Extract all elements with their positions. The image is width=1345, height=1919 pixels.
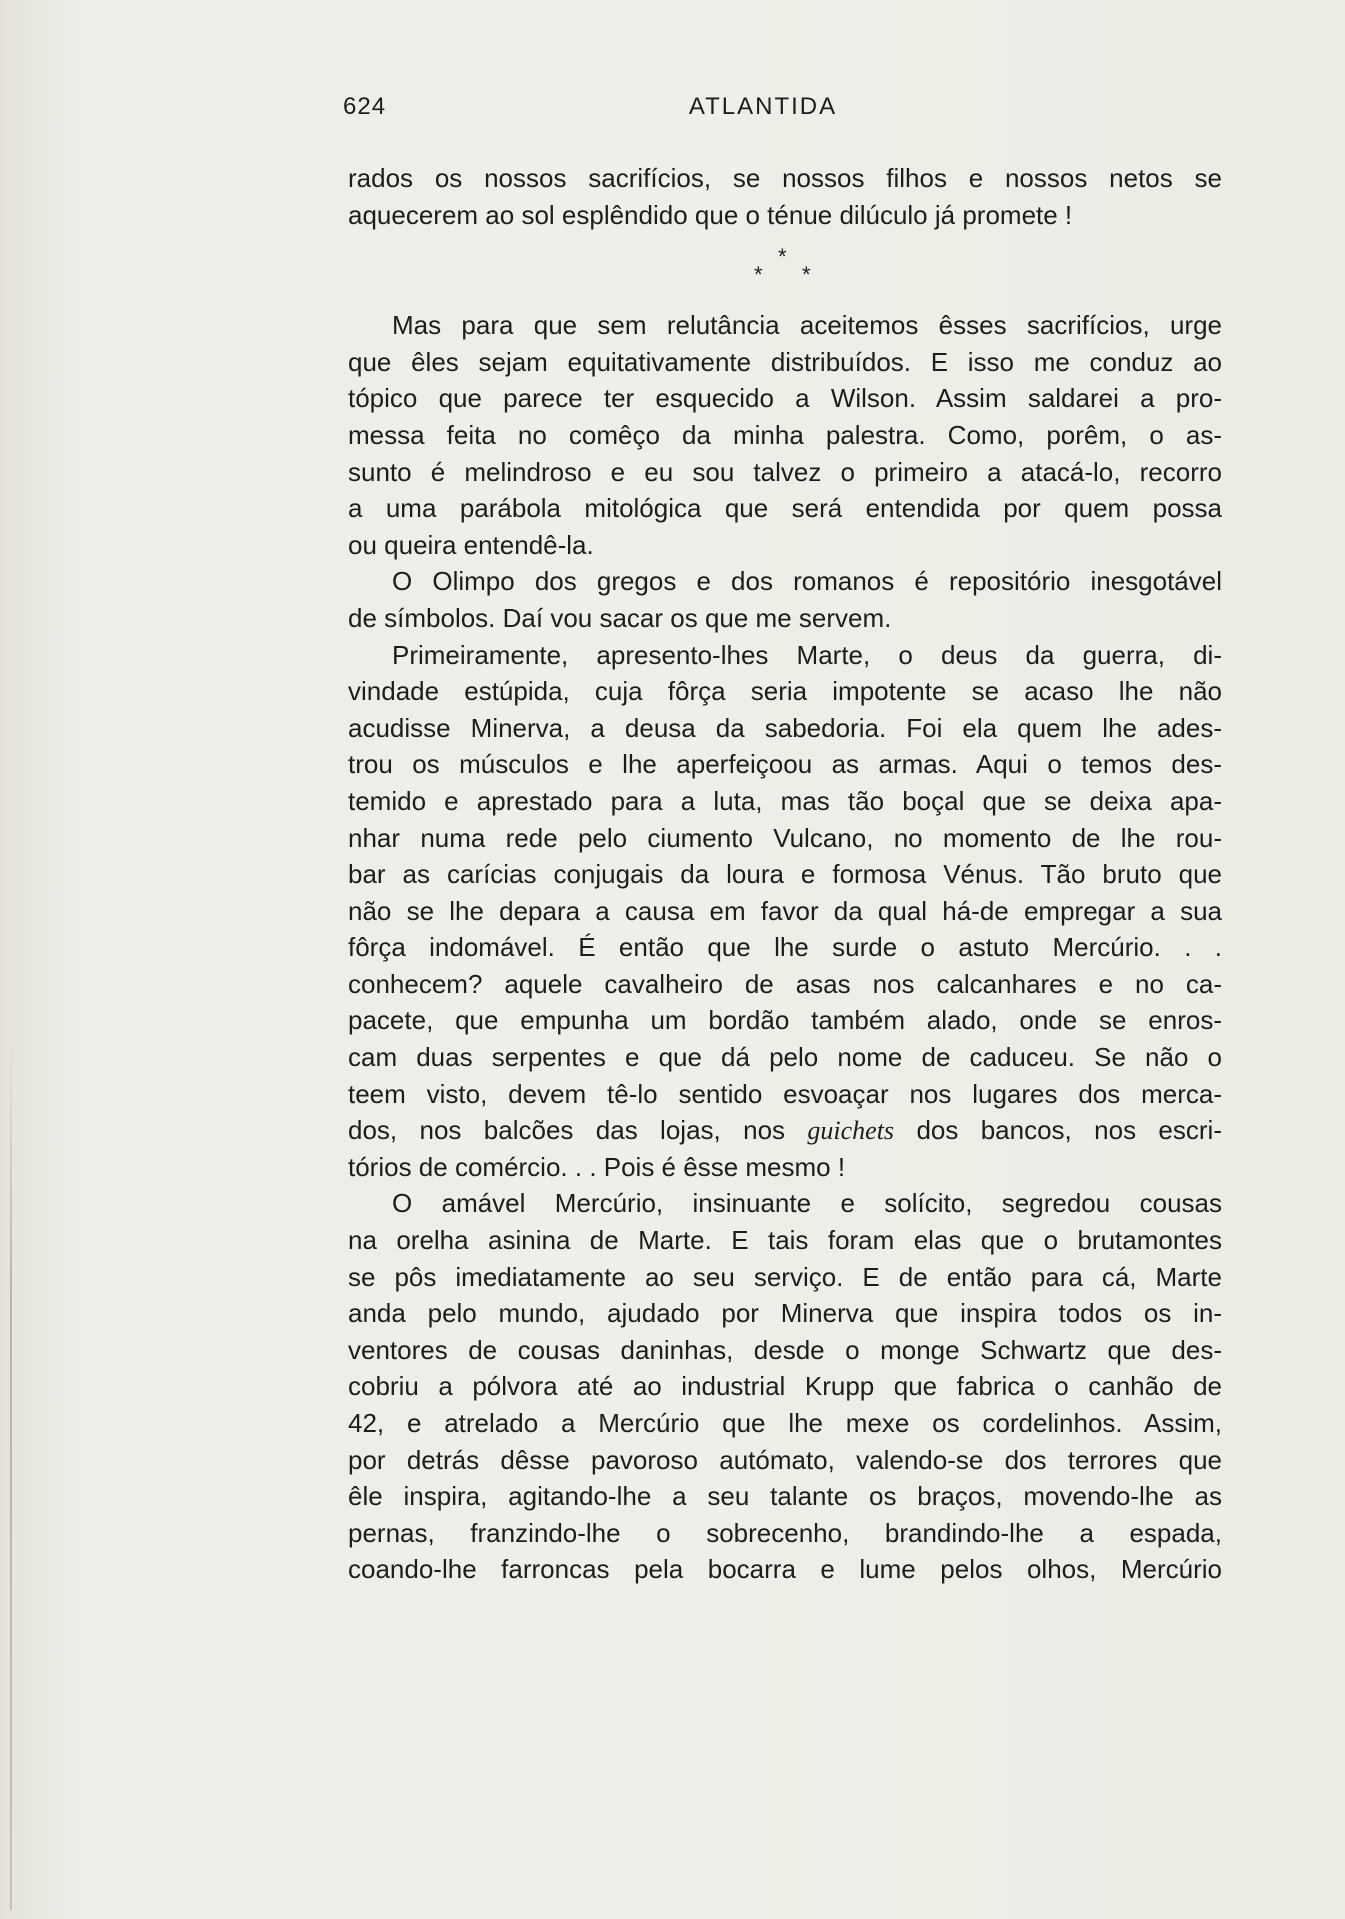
running-title: ATLANTIDA [688, 93, 838, 120]
text-line: acudisse Minerva, a deusa da sabedoria. Foi ela quem lhe ades- [348, 712, 1222, 743]
text-line: tórios de comércio. . . Pois é êsse mesmo ! [348, 1151, 846, 1182]
text-line: ventores de cousas daninhas, desde o monge Schwartz que des- [348, 1334, 1222, 1365]
text-line: ou queira entendê-la. [348, 529, 594, 560]
text-line: por detrás dêsse pavoroso autómato, valendo-se dos terrores que [348, 1444, 1222, 1475]
text-line: cobriu a pólvora até ao industrial Krupp que fabrica o canhão de [348, 1371, 1222, 1402]
asterisk: * [778, 244, 787, 270]
text-line: vindade estúpida, cuja fôrça seria impotente se acaso lhe não [348, 676, 1222, 707]
page-edge-shadow [10, 1040, 12, 1910]
text-line: conhecem? aquele cavalheiro de asas nos calcanhares e no ca- [348, 968, 1222, 999]
page-header [343, 93, 1223, 127]
text-line: temido e aprestado para a luta, mas tão boçal que se deixa apa- [348, 785, 1222, 816]
text-line: 42, e atrelado a Mercúrio que lhe mexe os cordelinhos. Assim, [348, 1408, 1222, 1438]
text-line-with-italic [348, 1112, 1222, 1149]
text-line: tópico que parece ter esquecido a Wilson. Assim saldarei a pro- [348, 383, 1222, 414]
text-line: O amável Mercúrio, insinuante e solícito, segredou cousas [392, 1188, 1222, 1219]
text-line: pacete, que empunha um bordão também alado, onde se enros- [348, 1005, 1222, 1036]
text-line: anda pelo mundo, ajudado por Minerva que inspira todos os in- [348, 1298, 1222, 1329]
body-text [348, 160, 1222, 1588]
text-line: coando-lhe farroncas pela bocarra e lume pelos olhos, Mercúrio [348, 1554, 1222, 1585]
text-fragment: dos, nos balcões das lojas, nos [348, 1115, 786, 1146]
text-line: pernas, franzindo-lhe o sobrecenho, brandindo-lhe a espada, [348, 1517, 1222, 1548]
asterisk: * [802, 262, 811, 288]
text-line: Mas para que sem relutância aceitemos êsses sacrifícios, urge [392, 310, 1222, 341]
text-line: de símbolos. Daí vou sacar os que me servem. [348, 602, 892, 633]
text-line: fôrça indomável. É então que lhe surde o astuto Mercúrio. . . [348, 932, 1222, 963]
italic-word: guichets [807, 1116, 895, 1146]
text-line: bar as carícias conjugais da loura e formosa Vénus. Tão bruto que [348, 859, 1222, 890]
text-line: teem visto, devem tê-lo sentido esvoaçar nos lugares dos merca- [348, 1078, 1222, 1109]
section-separator [348, 233, 1222, 307]
text-line: Primeiramente, apresento-lhes Marte, o deus da guerra, di- [392, 639, 1222, 670]
text-line: cam duas serpentes e que dá pelo nome de caduceu. Se não o [348, 1042, 1222, 1073]
page-number: 624 [343, 93, 387, 120]
text-line: que êles sejam equitativamente distribuídos. E isso me conduz ao [348, 346, 1222, 377]
text-fragment: dos bancos, nos escri- [916, 1115, 1222, 1146]
text-line: na orelha asinina de Marte. E tais foram elas que o brutamontes [348, 1225, 1222, 1256]
asterisk: * [754, 262, 763, 288]
text-line: nhar numa rede pelo ciumento Vulcano, no momento de lhe rou- [348, 822, 1222, 853]
text-line: trou os músculos e lhe aperfeiçoou as armas. Aqui o temos des- [348, 749, 1222, 780]
text-line: sunto é melindroso e eu sou talvez o primeiro a atacá-lo, recorro [348, 456, 1222, 487]
text-line: rados os nossos sacrifícios, se nossos filhos e nossos netos se [348, 163, 1222, 193]
text-line: não se lhe depara a causa em favor da qual há-de empregar a sua [348, 895, 1222, 926]
text-line: a uma parábola mitológica que será entendida por quem possa [348, 493, 1222, 524]
text-line: O Olimpo dos gregos e dos romanos é repositório inesgotável [392, 566, 1222, 597]
text-line: êle inspira, agitando-lhe a seu talante os braços, movendo-lhe as [348, 1481, 1222, 1512]
text-line: aquecerem ao sol esplêndido que o ténue dilúculo já promete ! [348, 199, 1073, 230]
text-line: messa feita no comêço da minha palestra. Como, porêm, o as- [348, 419, 1222, 450]
text-line: se pôs imediatamente ao seu serviço. E de então para cá, Marte [348, 1261, 1222, 1292]
